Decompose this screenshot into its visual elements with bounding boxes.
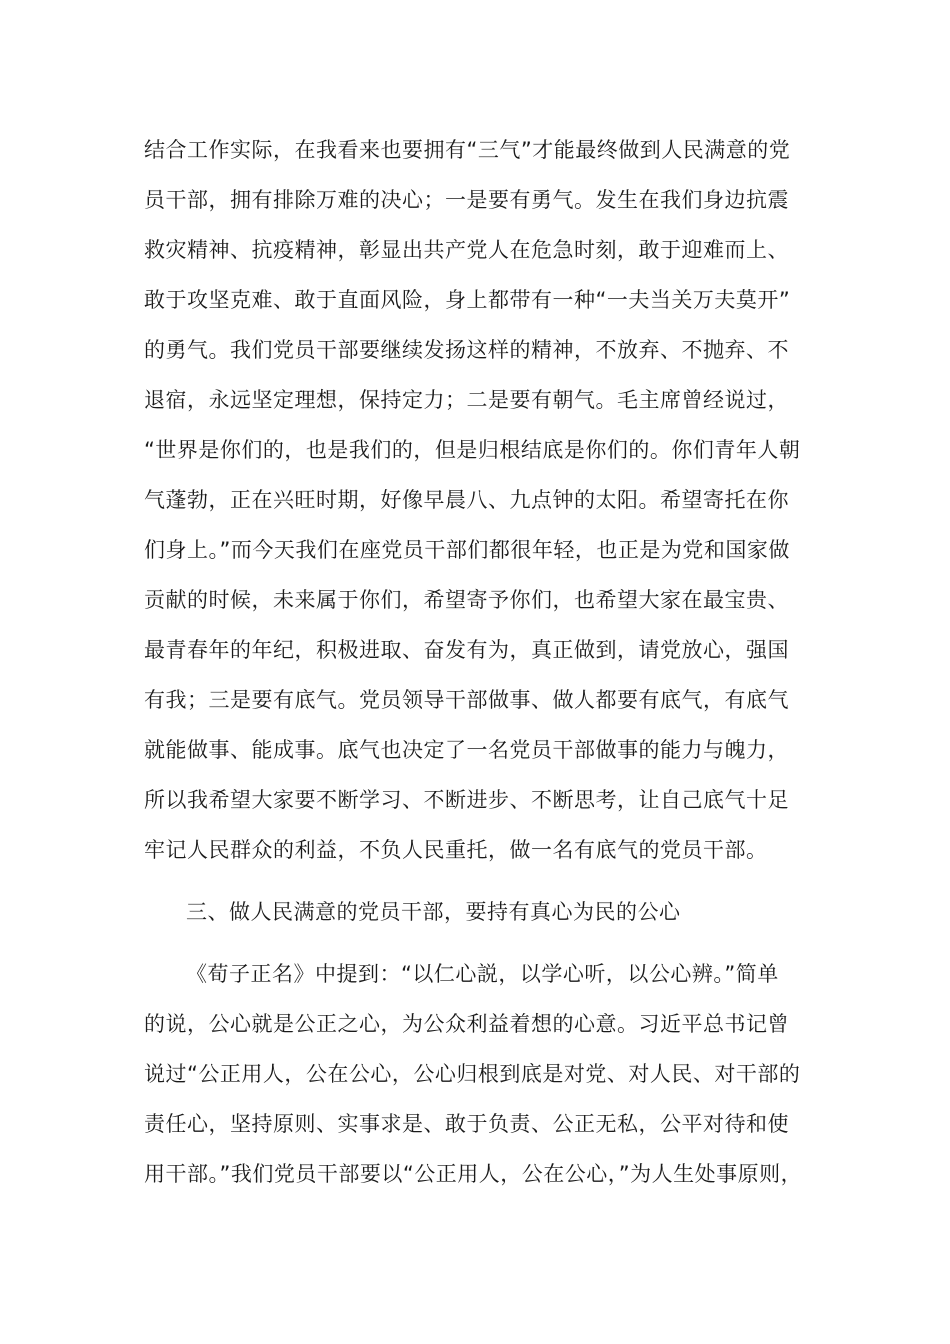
- paragraph-line: 有我；三是要有底气。党员领导干部做事、做人都要有底气，有底气: [144, 688, 789, 712]
- paragraph-line: 的说，公心就是公正之心，为公众利益着想的心意。习近平总书记曾: [144, 1012, 789, 1036]
- section-heading: 三、做人民满意的党员干部，要持有真心为民的公心: [186, 900, 681, 924]
- paragraph-line: 《荀子正名》中提到：“以仁心説，以学心听，以公心辨。”简单: [186, 962, 779, 986]
- paragraph-line: 用干部。”我们党员干部要以“公正用人，公在公心，”为人生处事原则，: [144, 1162, 803, 1186]
- paragraph-line: 贡献的时候，未来属于你们，希望寄予你们，也希望大家在最宝贵、: [144, 588, 789, 612]
- paragraph-line: 的勇气。我们党员干部要继续发扬这样的精神，不放弃、不抛弃、不: [144, 338, 789, 362]
- paragraph-line: 们身上。”而今天我们在座党员干部们都很年轻，也正是为党和国家做: [144, 538, 790, 562]
- paragraph-line: 说过“公正用人，公在公心，公心归根到底是对党、对人民、对干部的: [144, 1062, 801, 1086]
- paragraph-line: 气蓬勃，正在兴旺时期，好像早晨八、九点钟的太阳。希望寄托在你: [144, 488, 789, 512]
- paragraph-line: 敢于攻坚克难、敢于直面风险，身上都带有一种“一夫当关万夫莫开”: [144, 288, 791, 312]
- paragraph-line: 责任心，坚持原则、实事求是、敢于负责、公正无私，公平对待和使: [144, 1112, 789, 1136]
- paragraph-line: “世界是你们的，也是我们的，但是归根结底是你们的。你们青年人朝: [144, 438, 801, 462]
- paragraph-line: 员干部，拥有排除万难的决心；一是要有勇气。发生在我们身边抗震: [144, 188, 789, 212]
- paragraph-line: 退宿，永远坚定理想，保持定力；二是要有朝气。毛主席曾经说过，: [144, 388, 789, 412]
- paragraph-line: 牢记人民群众的利益，不负人民重托，做一名有底气的党员干部。: [144, 838, 768, 862]
- paragraph-line: 所以我希望大家要不断学习、不断进步、不断思考，让自己底气十足: [144, 788, 789, 812]
- paragraph-line: 就能做事、能成事。底气也决定了一名党员干部做事的能力与魄力，: [144, 738, 789, 762]
- paragraph-line: 最青春年的年纪，积极进取、奋发有为，真正做到，请党放心，强国: [144, 638, 789, 662]
- paragraph-line: 结合工作实际，在我看来也要拥有“三气”才能最终做到人民满意的党: [144, 138, 791, 162]
- paragraph-line: 救灾精神、抗疫精神，彰显出共产党人在危急时刻，敢于迎难而上、: [144, 238, 789, 262]
